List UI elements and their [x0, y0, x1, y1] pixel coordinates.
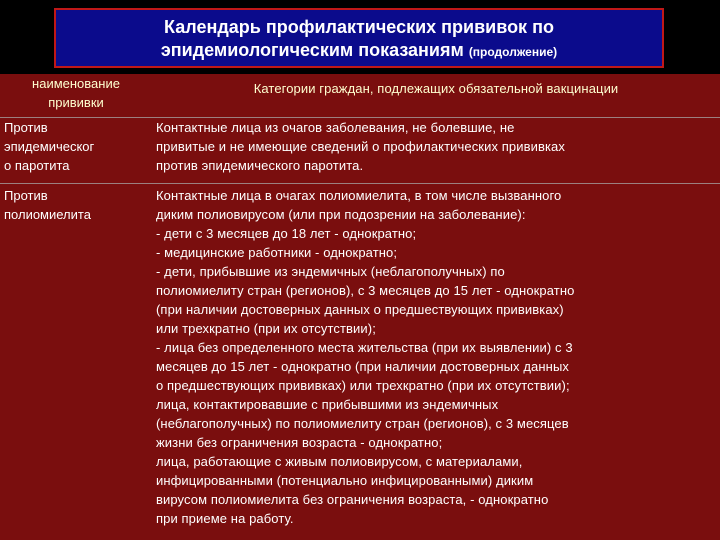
row-text-line: - дети, прибывшие из эндемичных (неблагополучных) по	[156, 264, 505, 279]
row-name-line: о паротита	[4, 158, 70, 173]
row-text-line: (неблагополучных) по полиомиелиту стран (регионов), с 3 месяцев	[156, 416, 569, 431]
vaccination-table	[0, 74, 720, 540]
row-text-line: или трехкратно (при их отсутствии);	[156, 321, 376, 336]
row-text-line: - дети с 3 месяцев до 18 лет - однократно;	[156, 226, 417, 241]
slide-title	[54, 8, 664, 68]
table-header-row	[0, 74, 720, 118]
row-text-line: диким полиовирусом (или при подозрении на заболевание):	[156, 207, 526, 222]
row-text-line: (при наличии достоверных данных о предшествующих прививках)	[156, 302, 564, 317]
row-text-line: Контактные лица из очагов заболевания, не болевшие, не	[156, 120, 515, 135]
header-col1-line: прививки	[48, 95, 104, 110]
row-name-line: эпидемическог	[4, 139, 95, 154]
title-line-2	[56, 39, 662, 64]
row-text-line: жизни без ограничения возраста - однократно;	[156, 435, 443, 450]
header-citizen-categories: Категории граждан, подлежащих обязательной вакцинации	[253, 81, 619, 96]
row-categories-text	[156, 118, 716, 183]
row-text-line: о предшествующих прививках) или трехкратно (при их отсутствии);	[156, 378, 570, 393]
row-text-line: инфицированными (потенциально инфицированными) диким	[156, 473, 534, 488]
row-text-line: Контактные лица в очагах полиомиелита, в том числе вызванного	[156, 188, 562, 203]
row-text-line: полиомиелиту стран (регионов), с 3 месяцев до 15 лет - однократно	[156, 283, 575, 298]
row-text-line: - медицинские работники - однократно;	[156, 245, 398, 260]
row-text-line: при приеме на работу.	[156, 511, 294, 526]
table-row	[0, 118, 720, 184]
row-categories-text	[156, 186, 716, 540]
row-text-line: против эпидемического паротита.	[156, 158, 364, 173]
title-continuation: (продолжение)	[468, 45, 558, 59]
row-vaccine-name	[0, 186, 150, 540]
header-col1-line: наименование	[32, 76, 120, 91]
row-text-line: - лица без определенного места жительства (при их выявлении) с 3	[156, 340, 573, 355]
row-text-line: лица, контактировавшие с прибывшими из эндемичных	[156, 397, 499, 412]
table-row	[0, 184, 720, 540]
title-line-2-main: эпидемиологическим показаниям	[160, 40, 464, 60]
row-text-line: привитые и не имеющие сведений о профилактических прививках	[156, 139, 565, 154]
row-text-line: лица, работающие с живым полиовирусом, с материалами,	[156, 454, 523, 469]
row-text-line: месяцев до 15 лет - однократно (при наличии достоверных данных	[156, 359, 569, 374]
row-vaccine-name	[0, 118, 150, 183]
row-name-line: полиомиелита	[4, 207, 91, 222]
title-line-1: Календарь профилактических прививок по	[164, 17, 554, 37]
row-name-line: Против	[4, 120, 48, 135]
row-name-line: Против	[4, 188, 48, 203]
header-vaccine-name	[0, 74, 150, 117]
row-text-line: вирусом полиомиелита без ограничения возраста, - однократно	[156, 492, 549, 507]
